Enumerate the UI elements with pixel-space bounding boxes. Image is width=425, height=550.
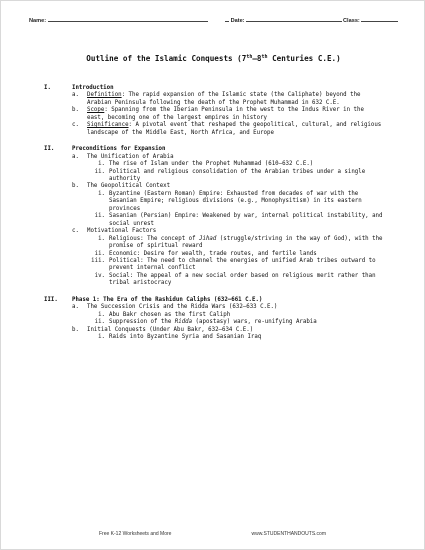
outline-subitem: iii. Political: The need to channel the energies of unified Arab tribes outward to prevent internal conflict [91, 257, 376, 272]
outline-subitem: i. Raids into Byzantine Syria and Sasanian Iraq [98, 334, 262, 341]
roman-numeral: II. [44, 146, 55, 153]
class-blank-line[interactable] [361, 16, 398, 22]
outline-item: b. Scope: Spanning from the Iberian Peninsula in the west to the Indus River in the east, becoming one of the largest empires in history [72, 107, 364, 121]
outline-subitem: i. Byzantine (Eastern Roman) Empire: Exhausted from decades of war with the Sasanian Empire; religious divisions (e.g., Monophysitism) in its eastern provinces [98, 190, 362, 212]
outline-subitem: ii. Economic: Desire for wealth, trade routes, and fertile lands [94, 250, 317, 257]
section-rashidun [44, 297, 384, 342]
outline-subitem: iv. Social: The appeal of a new social order based on religious merit rather than tribal aristocracy [94, 272, 376, 287]
date-field[interactable] [225, 16, 342, 24]
name-blank-line[interactable] [48, 16, 208, 22]
section-title: Preconditions for Expansion [72, 146, 166, 153]
section-title: Phase 1: The Era of the Rashidun Caliphs (632–661 C.E.) [72, 296, 263, 303]
section-title: Introduction [72, 85, 114, 91]
section-heading [44, 146, 384, 153]
outline-subitem: ii. Suppression of the Ridda (apostasy) wars, re-unifying Arabia [94, 319, 317, 326]
outline-subitem: i. Religious: The concept of Jihad (struggle/striving in the way of God), with the promise of spiritual reward [98, 235, 383, 250]
name-field[interactable] [29, 16, 208, 24]
page-title: Outline of the Islamic Conquests (7th–8th Centuries C.E.) [86, 54, 341, 63]
term-significance: Significance [87, 122, 129, 129]
outline-item: b. Initial Conquests (Under Abu Bakr, 632–634 C.E.) [72, 326, 254, 333]
section-introduction [44, 85, 384, 137]
class-field[interactable] [343, 16, 398, 24]
date-blank-line[interactable] [246, 16, 342, 22]
term-definition: Definition [87, 92, 122, 99]
section-preconditions [44, 146, 384, 288]
term-ridda: Ridda [174, 319, 193, 326]
date-label: Date: [230, 18, 245, 24]
name-label: Name: [29, 18, 47, 24]
footer-website-link[interactable]: www.STUDENTHANDOUTS.com [251, 531, 326, 537]
outline-subitem: ii. Political and religious consolidation of the Arabian tribes under a single authority [94, 168, 366, 182]
term-scope: Scope [87, 107, 105, 114]
class-label: Class: [343, 18, 360, 24]
outline-item: c. Significance: A pivotal event that reshaped the geopolitical, cultural, and religious landscape of the Middle East, North Africa, and Europe [72, 122, 382, 136]
page-footer [99, 531, 326, 539]
outline-body [44, 85, 384, 342]
section-heading [44, 85, 384, 92]
outline-item: b. The Geopolitical Context [72, 183, 171, 190]
date-dash-line [225, 16, 229, 22]
footer-tagline: Free K-12 Worksheets and More [99, 531, 172, 537]
outline-item: a. The Unification of Arabia [72, 153, 174, 160]
roman-numeral: I. [44, 85, 51, 91]
roman-numeral: III. [44, 296, 58, 303]
outline-item: a. Definition: The rapid expansion of the Islamic state (the Caliphate) beyond the Arabian Peninsula following the death of the Prophet Muhammad in 632 C.E. [72, 92, 361, 106]
outline-subitem: i. Abu Bakr chosen as the first Caliph [98, 311, 231, 318]
outline-item: c. Motivational Factors [72, 228, 157, 235]
outline-subitem: i. The rise of Islam under the Prophet Muhammad (610–632 C.E.) [98, 161, 314, 168]
student-info-header [29, 16, 404, 30]
section-heading [44, 297, 384, 304]
outline-subitem: ii. Sasanian (Persian) Empire: Weakened by war, internal political instability, and social unrest [94, 213, 383, 227]
outline-item: a. The Succession Crisis and the Ridda Wars (632–633 C.E.) [72, 304, 278, 311]
term-jihad: Jihad [199, 235, 217, 242]
